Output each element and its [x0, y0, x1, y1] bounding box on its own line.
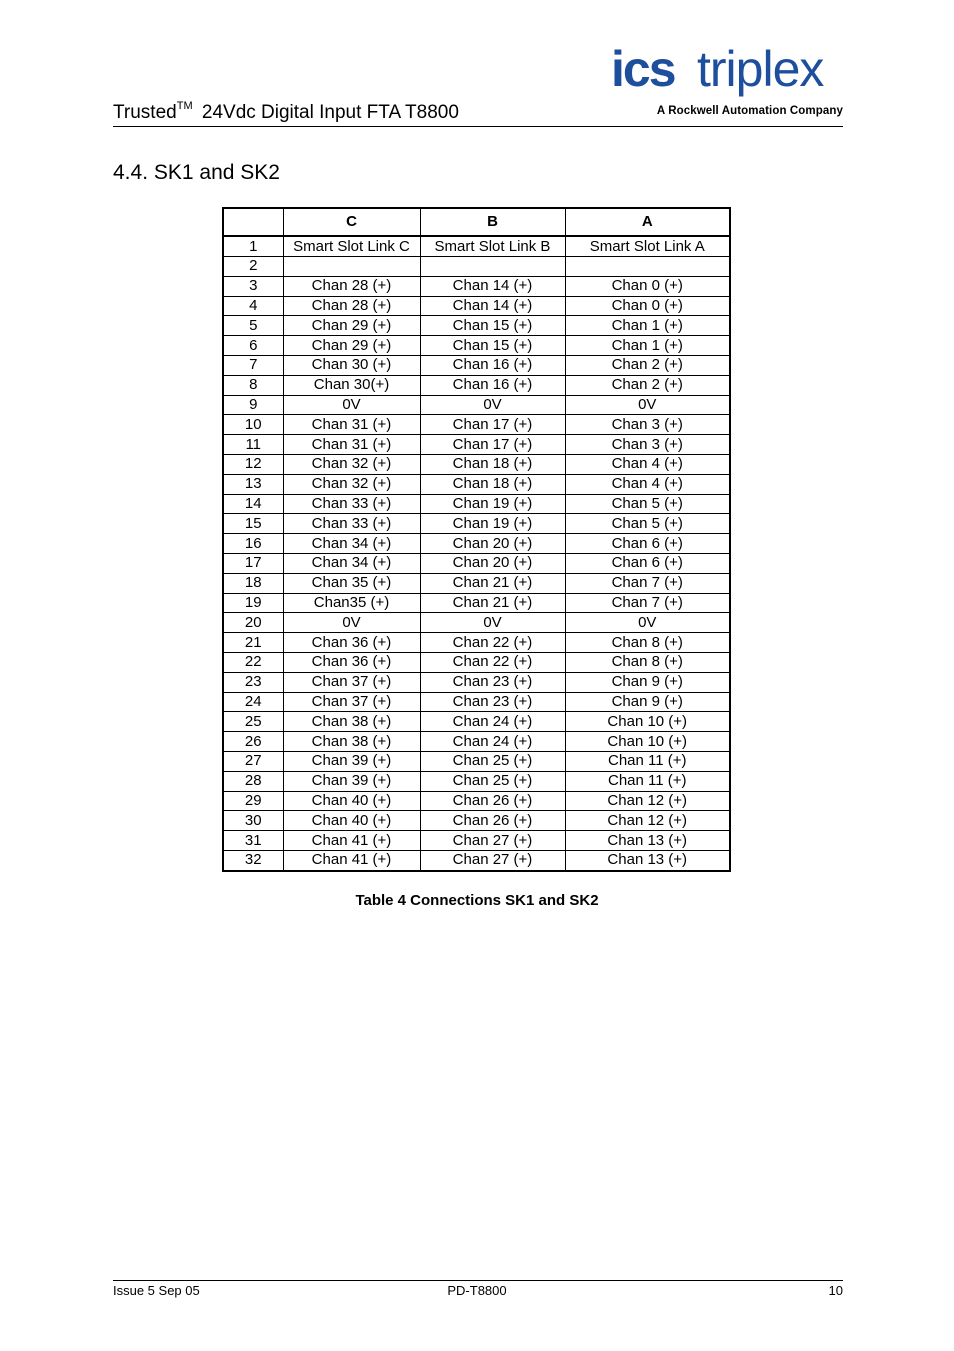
- tagline-rockwell: Rockwell Automation: [668, 105, 787, 117]
- column-header-c: C: [283, 208, 420, 236]
- pin-number-cell: 1: [223, 236, 283, 257]
- column-b-cell: [420, 257, 565, 277]
- pin-number-cell: 10: [223, 415, 283, 435]
- column-b-cell: Chan 16 (+): [420, 375, 565, 395]
- column-b-cell: Chan 22 (+): [420, 633, 565, 653]
- table-row: [223, 613, 730, 633]
- column-c-cell: Chan 33 (+): [283, 494, 420, 514]
- column-b-cell: Chan 24 (+): [420, 712, 565, 732]
- column-b-cell: Chan 18 (+): [420, 454, 565, 474]
- column-b-cell: Chan 26 (+): [420, 791, 565, 811]
- column-c-cell: 0V: [283, 395, 420, 415]
- footer-divider: [113, 1280, 843, 1281]
- column-a-cell: Chan 3 (+): [565, 435, 730, 455]
- column-a-cell: Chan 9 (+): [565, 672, 730, 692]
- table-row: [223, 474, 730, 494]
- table-row: [223, 514, 730, 534]
- column-c-cell: Chan 38 (+): [283, 712, 420, 732]
- footer-page-number: 10: [828, 1283, 843, 1298]
- column-a-cell: Chan 10 (+): [565, 712, 730, 732]
- pin-number-cell: 27: [223, 751, 283, 771]
- logo-tagline: [657, 105, 843, 117]
- column-b-cell: Chan 14 (+): [420, 276, 565, 296]
- column-a-cell: Chan 8 (+): [565, 633, 730, 653]
- column-b-cell: Chan 22 (+): [420, 652, 565, 672]
- table-row: [223, 751, 730, 771]
- document-title: [113, 100, 459, 124]
- column-b-cell: Chan 23 (+): [420, 672, 565, 692]
- column-a-cell: 0V: [565, 395, 730, 415]
- header-divider: [113, 126, 843, 127]
- column-b-cell: Chan 27 (+): [420, 850, 565, 870]
- column-c-cell: Chan 40 (+): [283, 791, 420, 811]
- pin-number-cell: 16: [223, 534, 283, 554]
- table-row: [223, 791, 730, 811]
- column-b-cell: Chan 15 (+): [420, 336, 565, 356]
- column-c-cell: [283, 257, 420, 277]
- table-row: [223, 316, 730, 336]
- pin-number-cell: 23: [223, 672, 283, 692]
- column-a-cell: Chan 1 (+): [565, 316, 730, 336]
- table-row: [223, 771, 730, 791]
- pin-number-cell: 26: [223, 732, 283, 752]
- logo-ics-text: ics: [611, 42, 675, 97]
- column-c-cell: Chan 31 (+): [283, 415, 420, 435]
- column-c-cell: Chan 33 (+): [283, 514, 420, 534]
- table-row: [223, 415, 730, 435]
- ics-triplex-logo: [611, 42, 843, 120]
- column-b-cell: 0V: [420, 395, 565, 415]
- pin-number-cell: 7: [223, 355, 283, 375]
- column-b-cell: Chan 20 (+): [420, 534, 565, 554]
- column-c-cell: Chan 41 (+): [283, 850, 420, 870]
- column-a-cell: Chan 4 (+): [565, 474, 730, 494]
- column-a-cell: Smart Slot Link A: [565, 236, 730, 257]
- column-b-cell: Chan 18 (+): [420, 474, 565, 494]
- column-a-cell: Chan 2 (+): [565, 375, 730, 395]
- column-b-cell: Chan 26 (+): [420, 811, 565, 831]
- table-row: [223, 553, 730, 573]
- table-row: [223, 454, 730, 474]
- table-row: [223, 375, 730, 395]
- pin-number-cell: 25: [223, 712, 283, 732]
- column-a-cell: [565, 257, 730, 277]
- column-b-cell: Chan 20 (+): [420, 553, 565, 573]
- title-main: 24Vdc Digital Input FTA T8800: [201, 102, 459, 123]
- column-c-cell: Chan 32 (+): [283, 474, 420, 494]
- column-c-cell: Chan 34 (+): [283, 553, 420, 573]
- column-c-cell: Chan 28 (+): [283, 296, 420, 316]
- table-row: [223, 652, 730, 672]
- pin-number-cell: 17: [223, 553, 283, 573]
- column-a-cell: Chan 10 (+): [565, 732, 730, 752]
- column-c-cell: Chan 41 (+): [283, 831, 420, 851]
- column-a-cell: Chan 5 (+): [565, 494, 730, 514]
- table-row: [223, 336, 730, 356]
- column-b-cell: Chan 21 (+): [420, 593, 565, 613]
- column-a-cell: Chan 0 (+): [565, 276, 730, 296]
- pin-number-cell: 2: [223, 257, 283, 277]
- title-prefix: Trusted: [113, 102, 177, 123]
- pin-number-cell: 13: [223, 474, 283, 494]
- column-c-cell: Chan 37 (+): [283, 692, 420, 712]
- table-row: [223, 355, 730, 375]
- pin-number-cell: 6: [223, 336, 283, 356]
- table-header-row: [223, 208, 730, 236]
- table-row: [223, 712, 730, 732]
- trademark-superscript: TM: [176, 100, 193, 112]
- column-b-cell: Chan 19 (+): [420, 514, 565, 534]
- column-b-cell: Chan 15 (+): [420, 316, 565, 336]
- table-body: [223, 236, 730, 871]
- pin-number-cell: 11: [223, 435, 283, 455]
- table-row: [223, 534, 730, 554]
- pin-number-cell: 29: [223, 791, 283, 811]
- column-a-cell: Chan 11 (+): [565, 771, 730, 791]
- column-c-cell: Chan 30 (+): [283, 355, 420, 375]
- column-c-cell: Chan 31 (+): [283, 435, 420, 455]
- pin-number-cell: 20: [223, 613, 283, 633]
- column-c-cell: Chan 34 (+): [283, 534, 420, 554]
- pin-number-cell: 5: [223, 316, 283, 336]
- column-b-cell: Chan 17 (+): [420, 435, 565, 455]
- table-row: [223, 850, 730, 870]
- column-b-cell: Chan 14 (+): [420, 296, 565, 316]
- table-row: [223, 593, 730, 613]
- column-c-cell: Chan 36 (+): [283, 652, 420, 672]
- section-heading: 4.4. SK1 and SK2: [113, 161, 280, 184]
- table-row: [223, 831, 730, 851]
- column-a-cell: Chan 13 (+): [565, 831, 730, 851]
- logo-triplex-text: triplex: [697, 42, 824, 97]
- table-row: [223, 276, 730, 296]
- column-b-cell: 0V: [420, 613, 565, 633]
- column-b-cell: Chan 25 (+): [420, 751, 565, 771]
- pin-number-cell: 18: [223, 573, 283, 593]
- column-a-cell: Chan 0 (+): [565, 296, 730, 316]
- column-b-cell: Smart Slot Link B: [420, 236, 565, 257]
- page-header: [113, 40, 843, 128]
- column-header-pin: [223, 208, 283, 236]
- column-c-cell: Chan 38 (+): [283, 732, 420, 752]
- pin-number-cell: 3: [223, 276, 283, 296]
- pin-number-cell: 28: [223, 771, 283, 791]
- pin-number-cell: 24: [223, 692, 283, 712]
- column-c-cell: Chan 32 (+): [283, 454, 420, 474]
- column-c-cell: Chan 35 (+): [283, 573, 420, 593]
- tagline-company: Company: [789, 105, 843, 117]
- column-c-cell: Smart Slot Link C: [283, 236, 420, 257]
- column-a-cell: Chan 6 (+): [565, 553, 730, 573]
- table-row: [223, 435, 730, 455]
- table-row: [223, 811, 730, 831]
- pin-number-cell: 19: [223, 593, 283, 613]
- column-c-cell: Chan 30(+): [283, 375, 420, 395]
- pin-number-cell: 14: [223, 494, 283, 514]
- pin-number-cell: 12: [223, 454, 283, 474]
- table-row: [223, 494, 730, 514]
- column-a-cell: Chan 7 (+): [565, 593, 730, 613]
- column-b-cell: Chan 27 (+): [420, 831, 565, 851]
- column-a-cell: Chan 13 (+): [565, 850, 730, 870]
- column-c-cell: Chan 39 (+): [283, 771, 420, 791]
- column-c-cell: Chan35 (+): [283, 593, 420, 613]
- pin-number-cell: 32: [223, 850, 283, 870]
- column-a-cell: Chan 8 (+): [565, 652, 730, 672]
- column-a-cell: Chan 9 (+): [565, 692, 730, 712]
- table-row: [223, 395, 730, 415]
- column-a-cell: Chan 1 (+): [565, 336, 730, 356]
- column-c-cell: 0V: [283, 613, 420, 633]
- column-a-cell: Chan 2 (+): [565, 355, 730, 375]
- table-row: [223, 296, 730, 316]
- pin-number-cell: 22: [223, 652, 283, 672]
- pin-number-cell: 31: [223, 831, 283, 851]
- table-row: [223, 573, 730, 593]
- column-header-b: B: [420, 208, 565, 236]
- column-c-cell: Chan 29 (+): [283, 316, 420, 336]
- pin-number-cell: 9: [223, 395, 283, 415]
- column-b-cell: Chan 23 (+): [420, 692, 565, 712]
- column-c-cell: Chan 28 (+): [283, 276, 420, 296]
- column-a-cell: Chan 5 (+): [565, 514, 730, 534]
- table-caption: Table 4 Connections SK1 and SK2: [355, 892, 599, 909]
- column-c-cell: Chan 37 (+): [283, 672, 420, 692]
- connections-table: [222, 207, 731, 872]
- table-row: [223, 732, 730, 752]
- table-row: [223, 672, 730, 692]
- column-b-cell: Chan 16 (+): [420, 355, 565, 375]
- column-a-cell: Chan 3 (+): [565, 415, 730, 435]
- column-b-cell: Chan 24 (+): [420, 732, 565, 752]
- column-a-cell: Chan 4 (+): [565, 454, 730, 474]
- column-a-cell: 0V: [565, 613, 730, 633]
- pin-number-cell: 4: [223, 296, 283, 316]
- table-row: [223, 236, 730, 257]
- column-b-cell: Chan 17 (+): [420, 415, 565, 435]
- column-b-cell: Chan 25 (+): [420, 771, 565, 791]
- column-a-cell: Chan 12 (+): [565, 811, 730, 831]
- pin-number-cell: 30: [223, 811, 283, 831]
- pin-number-cell: 8: [223, 375, 283, 395]
- column-a-cell: Chan 7 (+): [565, 573, 730, 593]
- column-a-cell: Chan 6 (+): [565, 534, 730, 554]
- table-row: [223, 257, 730, 277]
- column-b-cell: Chan 21 (+): [420, 573, 565, 593]
- column-a-cell: Chan 11 (+): [565, 751, 730, 771]
- column-c-cell: Chan 39 (+): [283, 751, 420, 771]
- footer-issue: Issue 5 Sep 05: [113, 1283, 200, 1298]
- table-row: [223, 692, 730, 712]
- column-c-cell: Chan 29 (+): [283, 336, 420, 356]
- footer-doc-id: PD-T8800: [447, 1283, 507, 1298]
- column-c-cell: Chan 36 (+): [283, 633, 420, 653]
- tagline-a: A: [656, 105, 665, 117]
- logo-wordmark: [611, 42, 843, 102]
- pin-number-cell: 15: [223, 514, 283, 534]
- column-c-cell: Chan 40 (+): [283, 811, 420, 831]
- column-b-cell: Chan 19 (+): [420, 494, 565, 514]
- pin-number-cell: 21: [223, 633, 283, 653]
- table-row: [223, 633, 730, 653]
- column-header-a: A: [565, 208, 730, 236]
- column-a-cell: Chan 12 (+): [565, 791, 730, 811]
